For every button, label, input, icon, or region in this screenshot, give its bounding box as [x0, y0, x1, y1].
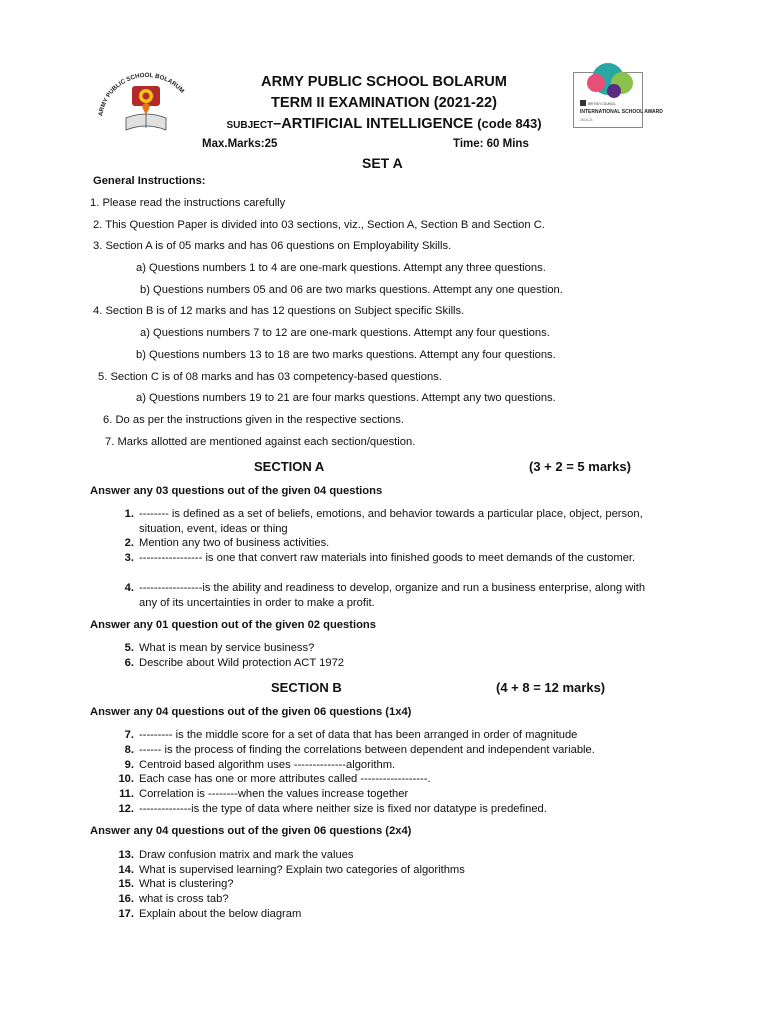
question-text: --------------is the type of data where neither size is fixed nor datatype is predefined. — [139, 803, 547, 815]
instruction-line: 5. Section C is of 08 marks and has 03 competency-based questions. — [98, 371, 442, 383]
section-a-marks: (3 + 2 = 5 marks) — [529, 459, 631, 474]
svg-text:INTERNATIONAL SCHOOL AWARD: INTERNATIONAL SCHOOL AWARD — [580, 109, 663, 115]
question-text: Centroid based algorithm uses --------------algorithm. — [139, 759, 396, 771]
instruction-line: 6. Do as per the instructions given in the respective sections. — [103, 414, 404, 426]
section-b-group1-heading: Answer any 04 questions out of the given 06 questions (1x4) — [90, 706, 412, 718]
question-number: 12. — [118, 803, 134, 815]
exam-time: Time: 60 Mins — [453, 138, 529, 150]
question-item — [112, 656, 672, 671]
question-item — [112, 536, 672, 551]
svg-text:BRITISH COUNCIL: BRITISH COUNCIL — [588, 102, 616, 106]
set-label: SET A — [362, 155, 403, 171]
question-number: 9. — [124, 759, 134, 771]
question-number: 16. — [118, 893, 134, 905]
question-text: Describe about Wild protection ACT 1972 — [139, 657, 345, 669]
subject-prefix: SUBJECT — [226, 120, 274, 131]
question-item — [112, 772, 682, 787]
instruction-line: a) Questions numbers 1 to 4 are one-mark questions. Attempt any three questions. — [136, 262, 546, 274]
instruction-line: a) Questions numbers 7 to 12 are one-mark questions. Attempt any four questions. — [140, 327, 550, 339]
question-item — [112, 728, 682, 743]
question-text: What is mean by service business? — [139, 642, 315, 654]
question-text: ----------------- is one that convert raw materials into finished goods to meet demands of the customer. — [139, 552, 636, 564]
svg-text:2019-21: 2019-21 — [580, 118, 593, 122]
question-item — [112, 802, 682, 817]
question-text: What is clustering? — [139, 878, 234, 890]
question-number: 17. — [118, 908, 134, 920]
exam-title: TERM II EXAMINATION (2021-22) — [271, 95, 497, 111]
question-number: 3. — [124, 552, 134, 564]
question-item — [112, 892, 672, 907]
question-number: 14. — [118, 864, 134, 876]
instruction-line: b) Questions numbers 13 to 18 are two marks questions. Attempt any four questions. — [136, 349, 556, 361]
instruction-line: 3. Section A is of 05 marks and has 06 questions on Employability Skills. — [93, 240, 452, 252]
question-number: 8. — [124, 744, 134, 756]
question-text: -----------------is the ability and readiness to develop, organize and run a business enterprise, along with any of its uncertainties in order to make a profit. — [139, 582, 646, 609]
question-text: what is cross tab? — [139, 893, 229, 905]
question-text: Each case has one or more attributes called ------------------. — [139, 773, 431, 785]
question-item — [112, 507, 672, 537]
question-text: Correlation is --------when the values increase together — [139, 788, 409, 800]
question-number: 6. — [124, 657, 134, 669]
instruction-line: 7. Marks allotted are mentioned against each section/question. — [105, 436, 416, 448]
subject-line — [0, 116, 768, 132]
subject-name: –ARTIFICIAL INTELLIGENCE — [273, 116, 474, 132]
question-item — [112, 877, 672, 892]
question-text: Explain about the below diagram — [139, 908, 302, 920]
question-item — [112, 863, 672, 878]
question-number: 5. — [124, 642, 134, 654]
question-number: 13. — [118, 849, 134, 861]
question-item — [112, 787, 682, 802]
question-item — [112, 758, 682, 773]
instructions-heading: General Instructions: — [93, 175, 206, 187]
question-number: 10. — [118, 773, 134, 785]
section-b-title: SECTION B — [271, 680, 342, 695]
question-number: 7. — [124, 729, 134, 741]
section-a-group2-heading: Answer any 01 question out of the given 02 questions — [90, 619, 376, 631]
question-number: 15. — [118, 878, 134, 890]
question-text: -------- is defined as a set of beliefs, emotions, and behavior towards a particular place, object, person, situation, event, ideas or thing — [139, 508, 643, 535]
instruction-line: 4. Section B is of 12 marks and has 12 questions on Subject specific Skills. — [93, 305, 465, 317]
question-number: 1. — [124, 508, 134, 520]
question-item — [112, 641, 672, 656]
instruction-line: 2. This Question Paper is divided into 03 sections, viz., Section A, Section B and Section C. — [93, 219, 545, 231]
section-b-marks: (4 + 8 = 12 marks) — [496, 680, 606, 695]
svg-text:ARMY PUBLIC SCHOOL BOLARUM: ARMY PUBLIC SCHOOL BOLARUM — [97, 72, 186, 117]
subject-code: (code 843) — [477, 116, 542, 131]
question-item — [112, 581, 672, 611]
section-b-group2-heading: Answer any 04 questions out of the given 06 questions (2x4) — [90, 825, 412, 837]
instruction-line: a) Questions numbers 19 to 21 are four marks questions. Attempt any two questions. — [136, 392, 556, 404]
question-text: --------- is the middle score for a set of data that has been arranged in order of magnitude — [139, 729, 578, 741]
question-item — [112, 848, 672, 863]
question-text: Mention any two of business activities. — [139, 537, 330, 549]
question-number: 11. — [119, 788, 134, 800]
school-name: ARMY PUBLIC SCHOOL BOLARUM — [261, 74, 507, 90]
question-item — [112, 551, 672, 581]
max-marks: Max.Marks:25 — [202, 138, 278, 150]
question-text: What is supervised learning? Explain two categories of algorithms — [139, 864, 465, 876]
question-item — [112, 743, 682, 758]
section-a-title: SECTION A — [254, 459, 325, 474]
section-a-group1-heading: Answer any 03 questions out of the given 04 questions — [90, 485, 383, 497]
question-number: 4. — [124, 582, 134, 594]
instruction-line: 1. Please read the instructions carefully — [90, 197, 286, 209]
instruction-line: b) Questions numbers 05 and 06 are two marks questions. Attempt any one question. — [140, 284, 563, 296]
question-text: ------ is the process of finding the correlations between dependent and independent variable. — [139, 744, 595, 756]
question-number: 2. — [124, 537, 134, 549]
question-text: Draw confusion matrix and mark the values — [139, 849, 354, 861]
question-item — [112, 907, 672, 922]
